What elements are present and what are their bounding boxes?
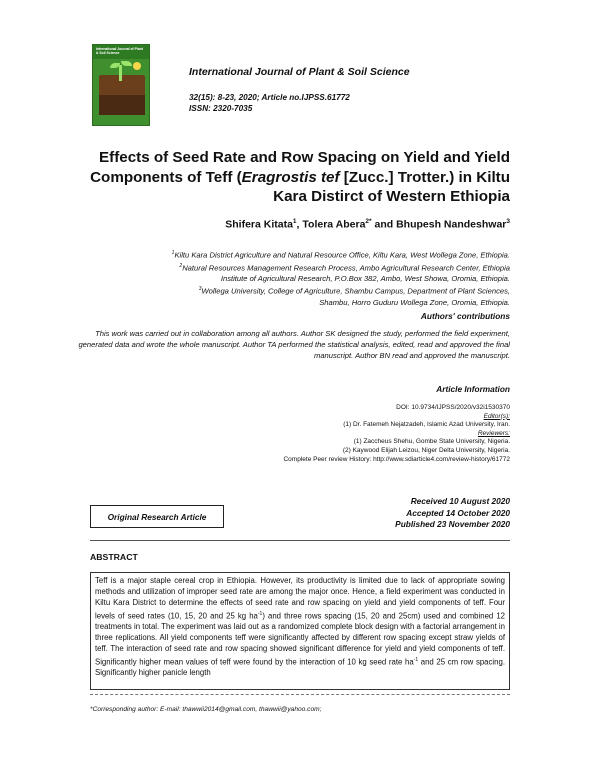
author-separator: and	[371, 218, 397, 231]
article-info-heading: Article Information	[436, 384, 510, 394]
review-history-link[interactable]: Complete Peer review History: http://www.sdiarticle4.com/review-history/61772	[283, 455, 510, 463]
article-info-block	[283, 404, 510, 464]
author-separator: ,	[296, 218, 303, 231]
cover-title-text: International Journal of Plant & Soil Science	[96, 47, 143, 55]
cover-soil-dark-graphic	[99, 95, 145, 115]
editors-label: Editor(s):	[483, 412, 510, 420]
affiliation-line: $^2$Natural Resources Management Research Process, Ambo Agricultural Research Center, Ethiopia	[179, 262, 510, 273]
abstract-heading: ABSTRACT	[90, 552, 138, 562]
footnote-divider	[90, 694, 510, 695]
abstract-box: Teff is a major staple cereal crop in Ethiopia. However, its productivity is limited due to lack of appropriate sowing methods and utilization of improper seed rate are among the major once. Hence, a field experiment was conducted in Kiltu Kara District to determine the effects of seed rate and row spacing on yield and yield components of teff. Four levels of seed rates (10, 15, 20 and 25 kg $ha^{-1}$) and three rows spacing (15, 20 and 25cm) used and combined 12 treatments in total. The experiment was laid out as a randomized complete block design with a factorial arrangement in three replications. All yield components teff were significantly affected by different row spacing except straw yields of teff. The interaction of seed rate and row spacing showed significant difference for yield and yield components of teff. Significantly higher mean values of teff were found by the interaction of 10 kg seed rate $ha^{-1}$ and 25 cm row spacing. Significantly higher panicle length	[90, 572, 510, 690]
accepted-date: Accepted 14 October 2020	[406, 507, 510, 518]
cover-title-band	[93, 45, 149, 59]
reviewer-entry: (2) Kaywood Elijah Leizou, Niger Delta University, Nigeria.	[342, 446, 510, 454]
published-date: Published 23 November 2020	[395, 519, 510, 529]
editor-entry: (1) Dr. Fatemeh Nejatzadeh, Islamic Azad University, Iran.	[343, 421, 510, 429]
author-affiliation-mark: 3	[506, 218, 510, 225]
contributions-heading: Authors' contributions	[420, 311, 510, 321]
paper-title	[60, 148, 510, 207]
journal-name: International Journal of Plant & Soil Science	[189, 66, 410, 78]
doi: DOI: 10.9734/IJPSS/2020/v32i1530370	[396, 404, 510, 411]
author-affiliation-mark: 2*	[365, 218, 372, 225]
author-name: Shifera Kitata	[225, 218, 293, 231]
cover-sprout-graphic	[119, 65, 122, 81]
affiliations	[172, 248, 510, 308]
issn: ISSN: 2320-7035	[189, 104, 253, 113]
title-part2: [Zucc.] Trotter.) in Kiltu Kara Distirct of Western Ethiopia	[273, 168, 510, 205]
author-list	[225, 218, 510, 231]
citation: 32(15): 8-23, 2020; Article no.IJPSS.61772	[189, 93, 350, 102]
journal-cover-image	[92, 44, 150, 126]
corresponding-author-note: *Corresponding author: E-mail: thawwii2014@gmail.com, thawwii@yahoo.com;	[90, 706, 322, 713]
received-date: Received 10 August 2020	[410, 496, 510, 506]
affiliation-line: $^1$Kiltu Kara District Agriculture and Natural Resource Office, Kiltu Kara, West Wollega Zone, Ethiopia.	[171, 250, 510, 260]
affiliation-line: Shambu, Horro Guduru Wollega Zone, Oromia, Ethiopia.	[319, 297, 510, 307]
affiliation-line: $^3$Wollega University, College of Agriculture, Shambu Campus, Department of Plant Sciences,	[198, 286, 510, 296]
author-name: Tolera Abera	[302, 218, 366, 231]
affiliation-line: Institute of Agricultural Research, P.O.Box 382, Ambo, West Showa, Oromia, Ethiopia.	[220, 274, 510, 284]
author-affiliation-mark: 1	[292, 218, 297, 225]
reviewer-entry: (1) Zaccheus Shehu, Gombe State University, Nigeria.	[353, 438, 510, 446]
author-name: Bhupesh Nandeshwar	[396, 218, 507, 231]
title-species: Eragrostis tef	[241, 168, 340, 186]
journal-meta	[189, 92, 350, 114]
section-divider	[90, 540, 510, 541]
reviewers-label: Reviewers:	[477, 429, 510, 437]
article-type-badge: Original Research Article	[90, 505, 224, 528]
contributions-text: This work was carried out in collaboration among all authors. Author SK designed the study, performed the field experiment, generated data and wrote the whole manuscript. Author TA performed the statistical analysis, edited, read and approved the final manuscript. Author BN read and approved the manuscript.	[78, 329, 510, 360]
publication-dates	[395, 496, 510, 531]
cover-sun-graphic	[133, 62, 141, 70]
title-part1: Effects of Seed Rate and Row Spacing on Yield and Yield Components of Teff (	[90, 149, 510, 186]
cover-leaf-right-graphic	[121, 61, 132, 66]
